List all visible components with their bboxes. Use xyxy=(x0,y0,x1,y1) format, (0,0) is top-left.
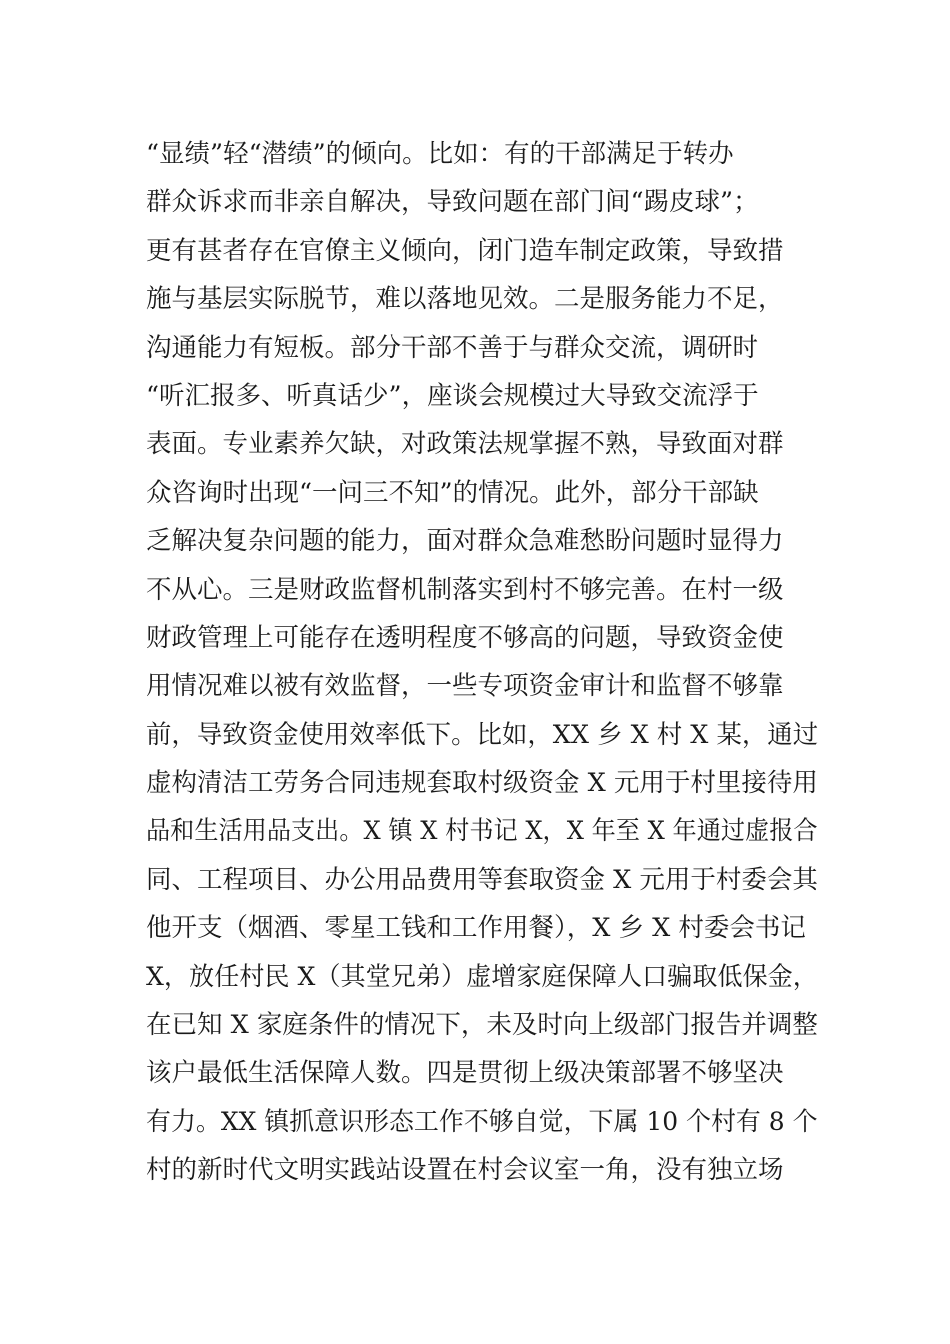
text-line-3: 更有甚者存在官僚主义倾向，闭门造车制定政策，导致措 xyxy=(146,235,784,266)
text-line-13: 前，导致资金使用效率低下。比如，XX 乡 X 村 X 某，通过 xyxy=(146,719,819,750)
text-line-5: 沟通能力有短板。部分干部不善于与群众交流，调研时 xyxy=(146,332,759,363)
text-line-22: 村的新时代文明实践站设置在村会议室一角，没有独立场 xyxy=(146,1155,784,1186)
text-line-1: “显绩”轻“潜绩”的倾向。比如：有的干部满足于转办 xyxy=(146,139,734,169)
text-line-14: 虚构清洁工劳务合同违规套取村级资金 X 元用于村里接待用 xyxy=(146,768,818,799)
text-line-18: X，放任村民 X（其堂兄弟）虚增家庭保障人口骗取低保金， xyxy=(146,961,818,992)
text-line-6: “听汇报多、听真话少”，座谈会规模过大导致交流浮于 xyxy=(146,380,759,411)
text-line-19: 在已知 X 家庭条件的情况下，未及时向上级部门报告并调整 xyxy=(146,1010,818,1041)
text-line-12: 用情况难以被有效监督，一些专项资金审计和监督不够靠 xyxy=(146,671,784,702)
text-line-20: 该户最低生活保障人数。四是贯彻上级决策部署不够坚决 xyxy=(146,1058,784,1089)
text-line-8: 众咨询时出现“一问三不知”的情况。此外，部分干部缺 xyxy=(146,477,759,508)
text-line-16: 同、工程项目、办公用品费用等套取资金 X 元用于村委会其 xyxy=(146,864,818,895)
body-paragraph xyxy=(146,130,819,1195)
text-line-9: 乏解决复杂问题的能力，面对群众急难愁盼问题时显得力 xyxy=(146,526,784,557)
text-line-4: 施与基层实际脱节，难以落地见效。二是服务能力不足， xyxy=(146,284,784,315)
text-line-7: 表面。专业素养欠缺，对政策法规掌握不熟，导致面对群 xyxy=(146,429,784,460)
text-line-15: 品和生活用品支出。X 镇 X 村书记 X，X 年至 X 年通过虚报合 xyxy=(146,816,818,847)
text-line-2: 群众诉求而非亲自解决，导致问题在部门间“踢皮球”； xyxy=(146,187,759,218)
text-line-11: 财政管理上可能存在透明程度不够高的问题，导致资金使 xyxy=(146,622,784,653)
text-line-17: 他开支（烟酒、零星工钱和工作用餐），X 乡 X 村委会书记 xyxy=(146,913,806,944)
text-line-10: 不从心。三是财政监督机制落实到村不够完善。在村一级 xyxy=(146,574,784,605)
text-line-21: 有力。XX 镇抓意识形态工作不够自觉，下属 10 个村有 8 个 xyxy=(146,1106,818,1137)
